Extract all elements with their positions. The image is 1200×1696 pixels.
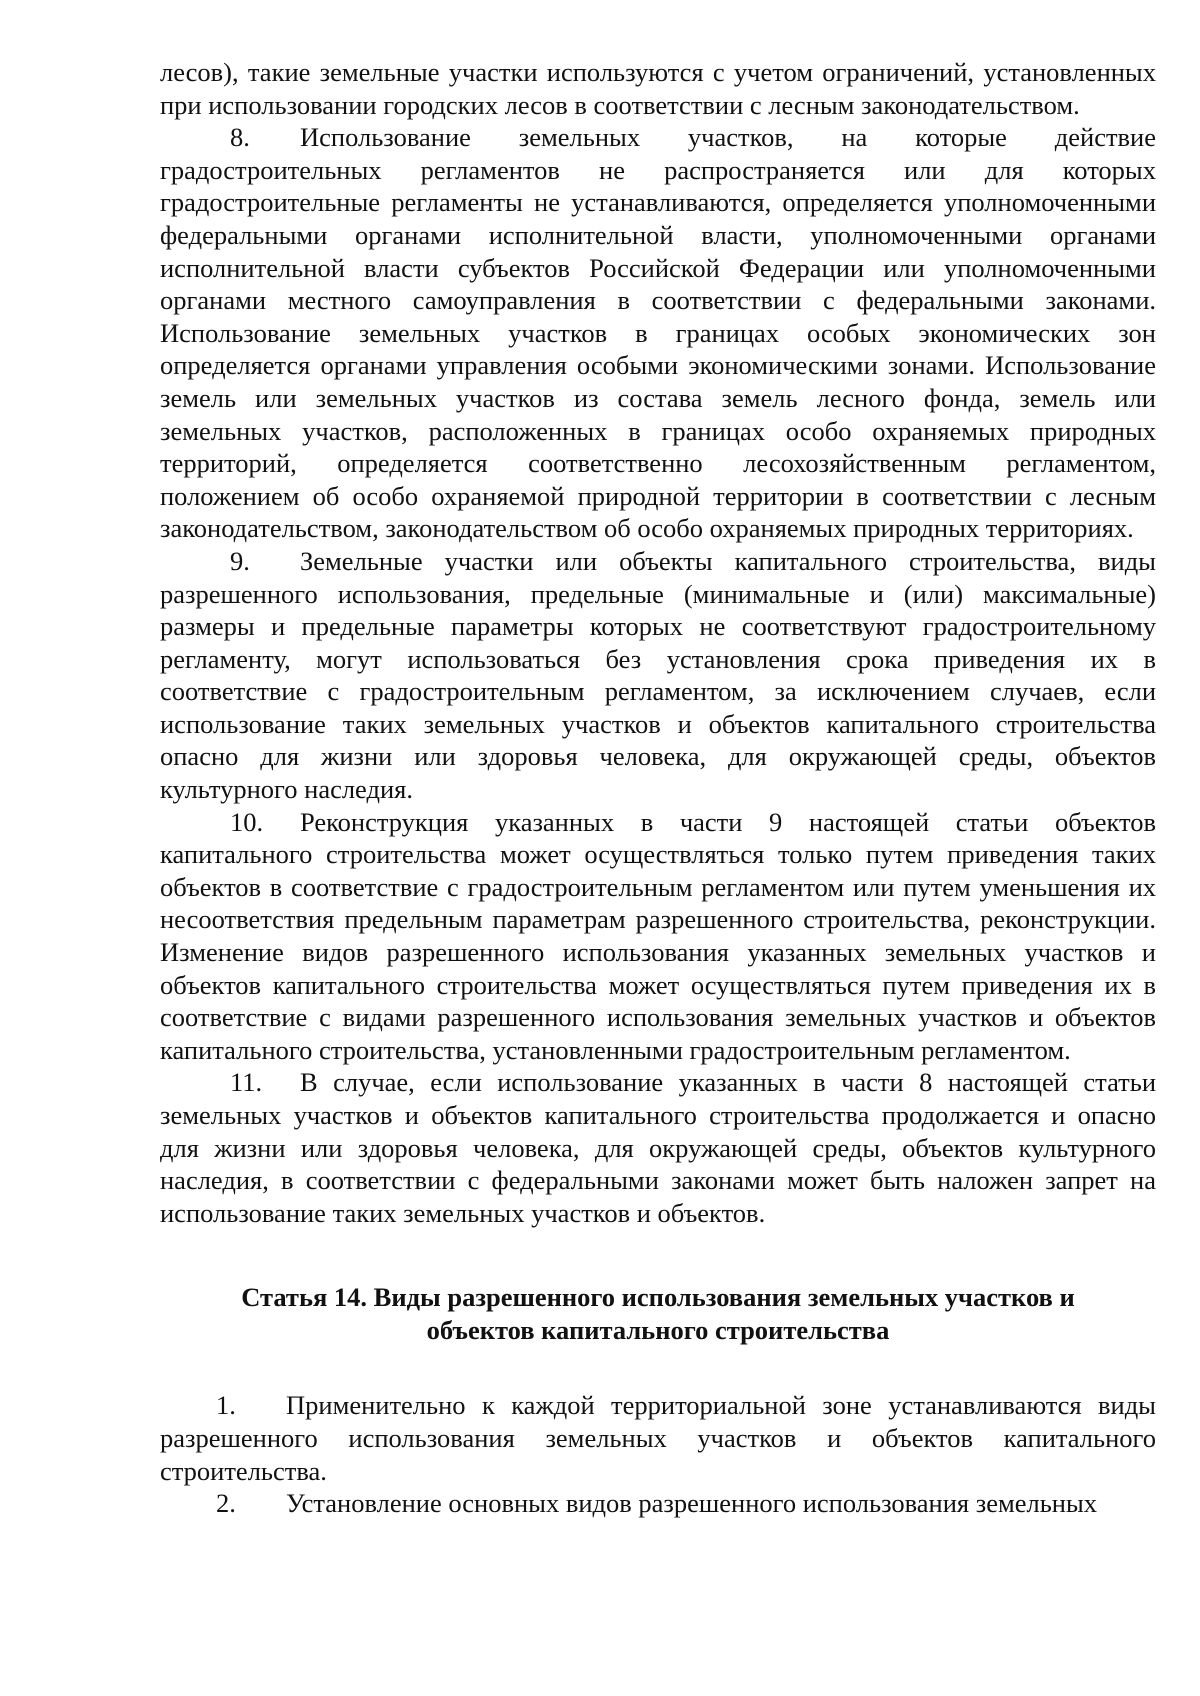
- paragraph-text: Земельные участки или объекты капитального строительства, виды разрешенного использования, предельные (минимальные и (или) максимальные) размеры и предельные параметры которых не соответствуют градостроительному регламенту, могут использоваться без установления срока приведения их в соответствие с градостроительным регламентом, за исключением случаев, если использование таких земельных участков и объектов капитального строительства опасно для жизни или здоровья человека, для окружающей среды, объектов культурного наследия.: [160, 545, 1156, 805]
- paragraph-text: Использование земельных участков, на которые действие градостроительных регламентов не распространяется или для которых градостроительные регламенты не устанавливаются, определяется уполномоченными федеральными органами исполнительной власти, уполномоченными органами исполнительной власти субъектов Российской Федерации или уполномоченными органами местного самоуправления в соответствии с федеральными законами. Использование земельных участков в границах особых экономических зон определяется органами управления особыми экономическими зонами. Использование земель или земельных участков из состава земель лесного фонда, земель или земельных участков, расположенных в границах особо охраняемых природных территорий, определяется соответственно лесохозяйственным регламентом, положением об особо охраняемой природной территории в соответствии с лесным законодательством, законодательством об особо охраняемых природных территориях.: [160, 122, 1156, 544]
- paragraph-8: [160, 121, 1156, 545]
- paragraph-number: 9.: [230, 545, 250, 576]
- paragraph-10: [160, 806, 1156, 1067]
- paragraph-number: 10.: [230, 806, 264, 837]
- paragraph-text: Реконструкция указанных в части 9 настоящей статьи объектов капитального строительства может осуществляться только путем приведения таких объектов в соответствие с градостроительным регламентом или путем уменьшения их несоответствия предельным параметрам разрешенного строительства, реконструкции. Изменение видов разрешенного использования указанных земельных участков и объектов капитального строительства может осуществляться путем приведения их в соответствие с видами разрешенного использования земельных участков и объектов капитального строительства, установленными градостроительным регламентом.: [160, 806, 1156, 1065]
- document-page: [160, 56, 1156, 1520]
- paragraph-number: 1.: [216, 1390, 236, 1421]
- article-heading: [160, 1281, 1156, 1347]
- paragraph-number: 8.: [230, 122, 250, 153]
- paragraph-text: Установление основных видов разрешенного использования земельных: [286, 1488, 1098, 1519]
- article-heading-line-1: Статья 14. Виды разрешенного использования земельных участков и: [241, 1282, 1075, 1313]
- paragraph-9: [160, 545, 1156, 806]
- paragraph-number: 2.: [216, 1488, 236, 1519]
- paragraph-1: [160, 1389, 1156, 1487]
- paragraph-2: [160, 1487, 1156, 1520]
- paragraph-continuation: [160, 56, 1156, 121]
- article-heading-line-2: объектов капитального строительства: [426, 1315, 890, 1346]
- paragraph-number: 11.: [230, 1067, 263, 1098]
- paragraph-text: В случае, если использование указанных в части 8 настоящей статьи земельных участков и объектов капитального строительства продолжается и опасно для жизни или здоровья человека, для окружающей среды, объектов культурного наследия, в соответствии с федеральными законами может быть наложен запрет на использование таких земельных участков и объектов.: [160, 1067, 1156, 1228]
- paragraph-text: лесов), такие земельные участки используются с учетом ограничений, установленных при использовании городских лесов в соответствии с лесным законодательством.: [160, 57, 1156, 120]
- paragraph-11: [160, 1066, 1156, 1229]
- paragraph-text: Применительно к каждой территориальной зоне устанавливаются виды разрешенного использования земельных участков и объектов капитального строительства.: [160, 1390, 1156, 1486]
